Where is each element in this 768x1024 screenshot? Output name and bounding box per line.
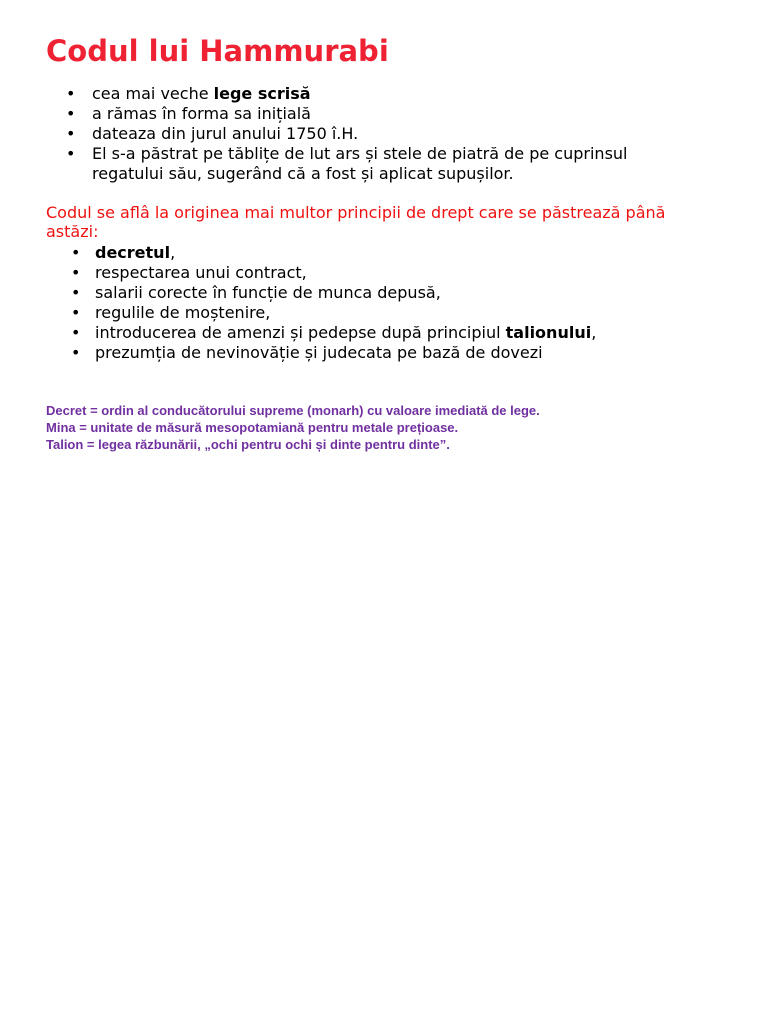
item-text: cea mai veche: [92, 84, 214, 103]
intro-paragraph: Codul se aflâ la originea mai multor principii de drept care se păstrează până astăzi:: [46, 203, 666, 241]
item-text: introducerea de amenzi și pedepse după principiul: [95, 323, 506, 342]
list-item: [0, 343, 700, 363]
glossary-note-decret: Decret = ordin al conducătorului supreme (monarh) cu valoare imediată de lege.: [46, 403, 540, 418]
item-bold-text: talionului: [505, 323, 592, 342]
list-item: [0, 263, 700, 283]
item-text-suffix: ,: [170, 243, 176, 262]
item-text: El s-a păstrat pe tăblițe de lut ars și stele de piatră de pe cuprinsul regatului său, sugerând că a fost și aplicat supușilor.: [92, 144, 628, 183]
bullet-icon: •: [66, 144, 76, 163]
characteristics-list: [0, 84, 700, 184]
principles-list: [0, 243, 700, 363]
bullet-icon: •: [66, 84, 76, 103]
glossary-note-talion: Talion = legea răzbunării, „ochi pentru ochi și dinte pentru dinte”.: [46, 437, 450, 452]
glossary-note-mina: Mina = unitate de măsură mesopotamiană pentru metale prețioase.: [46, 420, 459, 435]
list-item: [0, 303, 700, 323]
item-text: a rămas în forma sa inițială: [92, 104, 311, 123]
item-text: respectarea unui contract,: [95, 263, 307, 282]
item-text: prezumția de nevinovăție și judecata pe bază de dovezi: [95, 343, 543, 362]
list-item: [0, 104, 700, 124]
item-text: regulile de moștenire,: [95, 303, 271, 322]
list-item: [0, 124, 700, 144]
bullet-icon: •: [66, 104, 76, 123]
bullet-icon: •: [71, 303, 81, 322]
list-item: [0, 243, 700, 263]
bullet-icon: •: [66, 124, 76, 143]
item-bold-text: decretul: [95, 243, 171, 262]
item-text-suffix: ,: [591, 323, 597, 342]
glossary-notes: [46, 402, 540, 453]
bullet-icon: •: [71, 263, 81, 282]
bullet-icon: •: [71, 323, 81, 342]
list-item: [0, 283, 700, 303]
list-item: [0, 84, 700, 104]
item-bold-text: lege scrisă: [213, 84, 311, 103]
bullet-icon: •: [71, 243, 81, 262]
list-item: [0, 144, 700, 184]
item-text: salarii corecte în funcție de munca depusă,: [95, 283, 441, 302]
list-item: [0, 323, 700, 343]
item-text: dateaza din jurul anului 1750 î.H.: [92, 124, 359, 143]
page-title: Codul lui Hammurabi: [46, 34, 389, 68]
bullet-icon: •: [71, 343, 81, 362]
bullet-icon: •: [71, 283, 81, 302]
